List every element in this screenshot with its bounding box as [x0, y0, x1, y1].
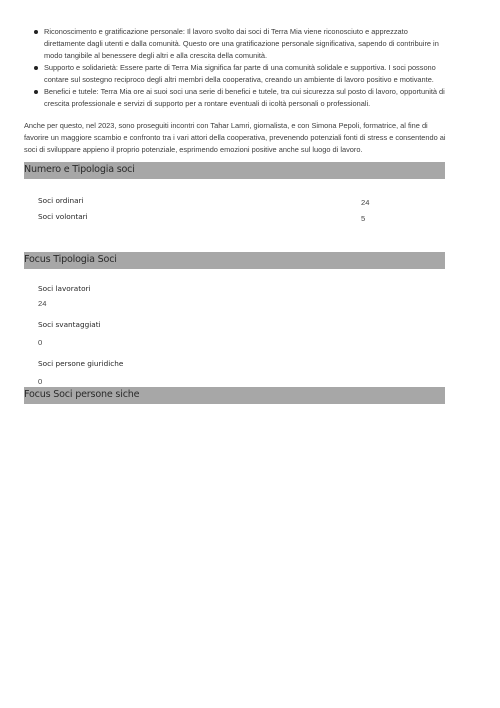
- bullet-item: Riconoscimento e gratificazione personale: Il lavoro svolto dai soci di Terra Mia viene riconosciuto e apprezzato direttamente dagli utenti e dalla comunità. Questo ore una gratificazione personale significativa, sapendo di contribuire in modo tangibile al benessere degli altri e alla crescita della comunità.: [34, 26, 450, 62]
- bullet-item: Supporto e solidarietà: Essere parte di Terra Mia significa far parte di una comunità solidale e supportiva. I soci possono contare sul sostegno reciproco degli altri membri della cooperativa, creando un ambiente di lavoro positivo e motivante.: [34, 62, 450, 86]
- section-header-numero-tipologia: Numero e Tipologia soci: [24, 162, 445, 179]
- label-soci-persone-giuridiche: Soci persone giuridiche: [38, 359, 124, 368]
- bullet-item: Benefici e tutele: Terra Mia ore ai suoi soci una serie di benefici e tutele, tra cui sicurezza sul posto di lavoro, opportunità di crescita professionale e servizi di supporto per a rontare eventuali di icoltà personali o professionali.: [34, 86, 450, 110]
- value-soci-lavoratori: 24: [38, 299, 47, 308]
- body-paragraph: Anche per questo, nel 2023, sono proseguiti incontri con Tahar Lamri, giornalista, e con Simona Pepoli, formatrice, al fine di favorire un maggiore scambio e confronto tra i vari attori della cooperativa, prevenendo potenziali fonti di stress e consentendo ai soci di sviluppare appieno il proprio potenziale, esprimendo emozioni positive anche sul luogo di lavoro.: [24, 121, 446, 154]
- section-header-focus-tipologia: Focus Tipologia Soci: [24, 252, 445, 269]
- section-header-focus-persone-fisiche: Focus Soci persone siche: [24, 387, 445, 404]
- row-label-soci-ordinari: Soci ordinari: [38, 196, 84, 205]
- label-soci-lavoratori: Soci lavoratori: [38, 284, 91, 293]
- benefits-list: [34, 26, 450, 110]
- row-value-soci-ordinari: 24: [361, 198, 370, 207]
- value-soci-svantaggiati: 0: [38, 338, 43, 347]
- row-label-soci-volontari: Soci volontari: [38, 212, 88, 221]
- value-soci-persone-giuridiche: 0: [38, 377, 43, 386]
- row-value-soci-volontari: 5: [361, 214, 366, 223]
- label-soci-svantaggiati: Soci svantaggiati: [38, 320, 101, 329]
